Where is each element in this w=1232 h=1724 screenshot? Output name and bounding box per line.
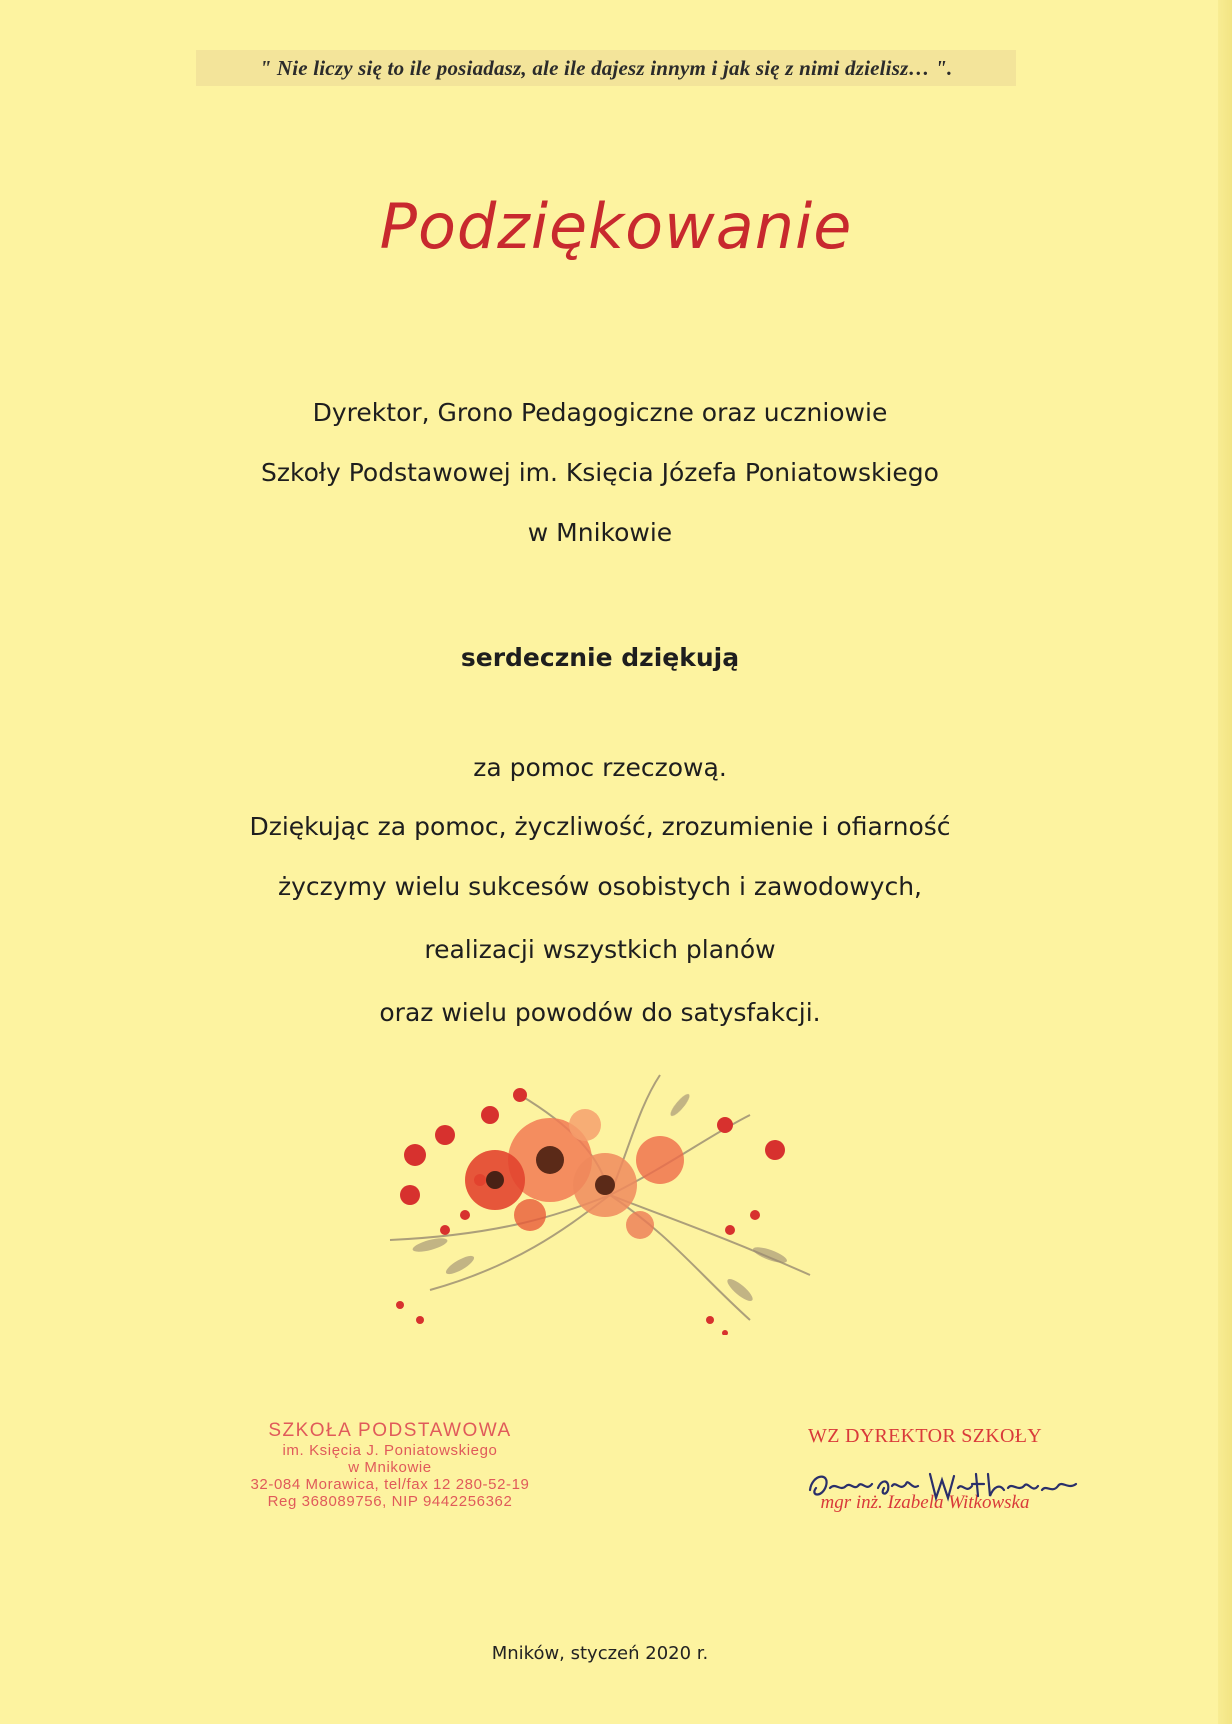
body-line-2: Szkoły Podstawowej im. Księcia Józefa Poniatowskiego	[261, 458, 939, 487]
stamp-location: w Mnikowie	[348, 1459, 432, 1476]
body-line-8: oraz wielu powodów do satysfakcji.	[379, 998, 821, 1027]
body-line-6: życzymy wielu sukcesów osobistych i zawodowych,	[278, 872, 922, 901]
body-line-7: realizacji wszystkich planów	[424, 935, 776, 964]
signatory-name: mgr inż. Izabela Witkowska	[820, 1492, 1030, 1513]
body-line-4: za pomoc rzeczową.	[473, 753, 727, 782]
motto-quote: " Nie liczy się to ile posiadasz, ale ile dajesz innym i jak się z nimi dzielisz… ".	[196, 50, 1016, 86]
thanks-line: serdecznie dziękują	[460, 643, 740, 672]
school-stamp	[230, 1420, 550, 1510]
stamp-address: 32-084 Morawica, tel/fax 12 280-52-19	[250, 1476, 530, 1493]
handwritten-signature-image	[800, 1460, 1090, 1510]
stamp-patron: im. Księcia J. Poniatowskiego	[282, 1442, 498, 1459]
signatory-role: WZ DYREKTOR SZKOŁY	[808, 1425, 1042, 1447]
stamp-registry: Reg 368089756, NIP 9442256362	[267, 1493, 513, 1510]
body-line-3: w Mnikowie	[527, 518, 673, 547]
flower-bouquet-illustration	[370, 1065, 850, 1335]
certificate-title: Podziękowanie	[379, 190, 853, 263]
body-line-5: Dziękując za pomoc, życzliwość, zrozumienie i ofiarność	[249, 812, 951, 841]
body-line-1: Dyrektor, Grono Pedagogiczne oraz uczniowie	[312, 398, 888, 427]
place-date: Mników, styczeń 2020 r.	[491, 1643, 709, 1664]
stamp-school-name: SZKOŁA PODSTAWOWA	[268, 1420, 512, 1441]
